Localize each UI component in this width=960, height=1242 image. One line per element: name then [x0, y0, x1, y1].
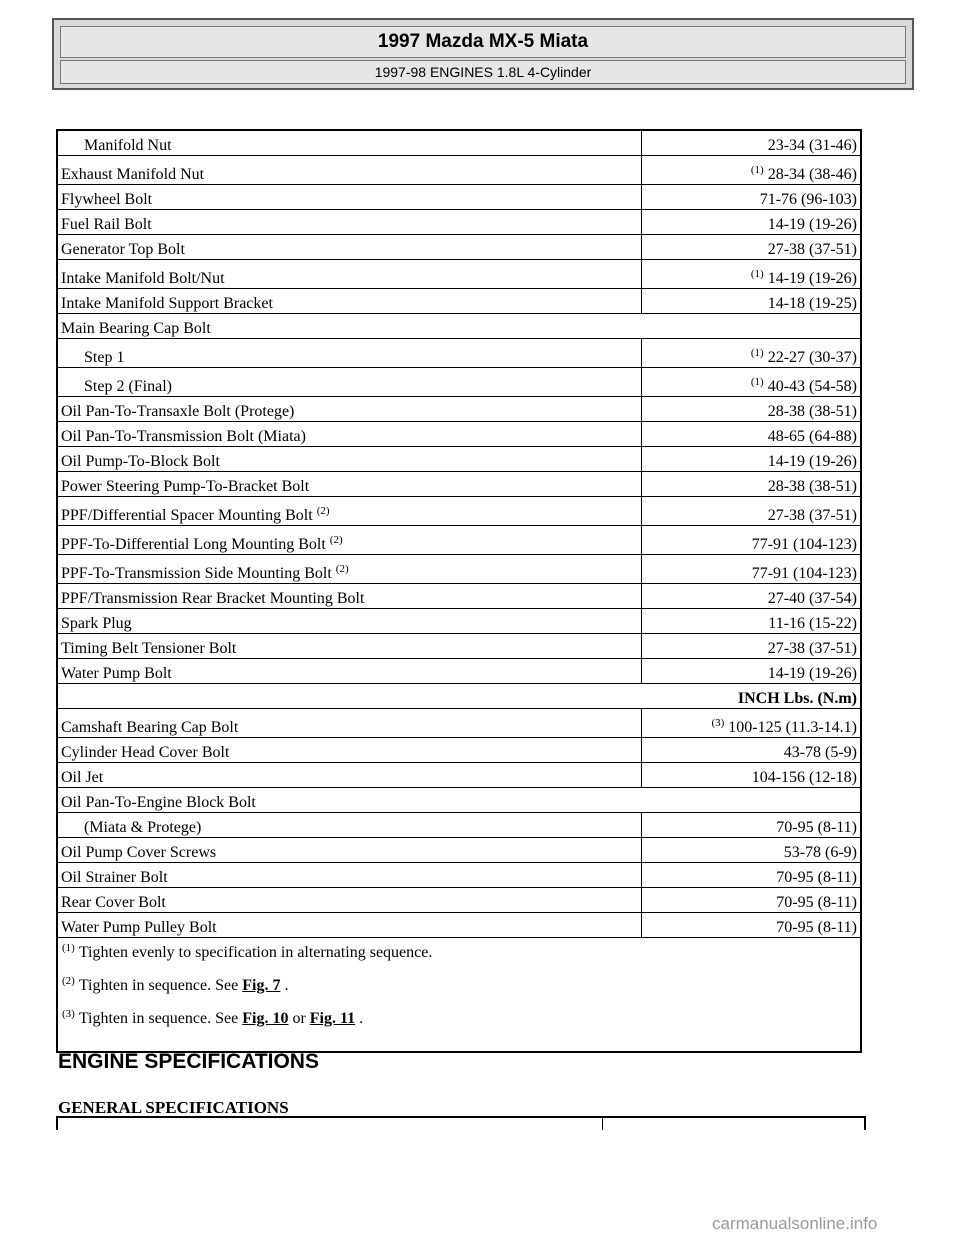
table-row — [57, 447, 861, 472]
component-label: PPF/Transmission Rear Bracket Mounting Bolt — [57, 584, 642, 609]
torque-value: 77-91 (104-123) — [642, 526, 862, 555]
torque-value: 28-38 (38-51) — [642, 472, 862, 497]
torque-value: 28-38 (38-51) — [642, 397, 862, 422]
table-row — [57, 289, 861, 314]
figure-link[interactable]: Fig. 7 — [242, 977, 281, 994]
table-row — [57, 368, 861, 397]
table-row — [57, 526, 861, 555]
table-row — [57, 185, 861, 210]
torque-value: 11-16 (15-22) — [642, 609, 862, 634]
component-label: PPF-To-Differential Long Mounting Bolt $^{(2)}$ — [57, 526, 642, 555]
footnote-marker: (2) — [335, 563, 349, 575]
group-label: Main Bearing Cap Bolt — [57, 314, 861, 339]
table-row — [57, 609, 861, 634]
component-label: PPF-To-Transmission Side Mounting Bolt $^{(2)}$ — [57, 555, 642, 584]
figure-link[interactable]: Fig. 10 — [242, 1010, 289, 1027]
torque-value: 70-95 (8-11) — [642, 888, 862, 913]
component-label: Oil Strainer Bolt — [57, 863, 642, 888]
component-label: Power Steering Pump-To-Bracket Bolt — [57, 472, 642, 497]
table-row — [57, 497, 861, 526]
component-label: Generator Top Bolt — [57, 235, 642, 260]
torque-value: 23-34 (31-46) — [642, 130, 862, 156]
torque-value: 70-95 (8-11) — [642, 813, 862, 838]
table-row — [57, 913, 861, 938]
torque-spec-table — [56, 129, 862, 1053]
component-label: Intake Manifold Support Bracket — [57, 289, 642, 314]
footnote: $^{(1)}$ Tighten evenly to specification in alternating sequence. — [62, 942, 433, 961]
table-row — [57, 235, 861, 260]
footnote: $^{(3)}$ Tighten in sequence. See Fig. 10 or Fig. 11 . — [62, 1008, 364, 1027]
torque-value: 14-19 (19-26) — [642, 447, 862, 472]
component-label: Oil Pump-To-Block Bolt — [57, 447, 642, 472]
unit-header: INCH Lbs. (N.m) — [57, 684, 861, 709]
document-subtitle: 1997-98 ENGINES 1.8L 4-Cylinder — [60, 60, 906, 84]
component-label: Water Pump Bolt — [57, 659, 642, 684]
general-specifications-heading: GENERAL SPECIFICATIONS — [58, 1098, 289, 1117]
engine-specifications-heading: ENGINE SPECIFICATIONS — [58, 1050, 319, 1073]
component-label: Manifold Nut — [57, 130, 642, 156]
table-row — [57, 863, 861, 888]
component-label: Spark Plug — [57, 609, 642, 634]
torque-value: 53-78 (6-9) — [642, 838, 862, 863]
table-row — [57, 788, 861, 813]
document-title: 1997 Mazda MX-5 Miata — [60, 26, 906, 58]
torque-value: 43-78 (5-9) — [642, 738, 862, 763]
component-label: Timing Belt Tensioner Bolt — [57, 634, 642, 659]
torque-value: $^{(1)}$ 14-19 (19-26) — [642, 260, 862, 289]
table-row — [57, 888, 861, 913]
table-row — [57, 314, 861, 339]
component-label: Exhaust Manifold Nut — [57, 156, 642, 185]
torque-value: 71-76 (96-103) — [642, 185, 862, 210]
torque-value: $^{(1)}$ 22-27 (30-37) — [642, 339, 862, 368]
component-label: Oil Pan-To-Transmission Bolt (Miata) — [57, 422, 642, 447]
torque-value: $^{(1)}$ 40-43 (54-58) — [642, 368, 862, 397]
torque-value: 14-18 (19-25) — [642, 289, 862, 314]
torque-value: 14-19 (19-26) — [642, 210, 862, 235]
footnote-marker: (1) — [750, 164, 764, 176]
table-row — [57, 472, 861, 497]
table-row — [57, 634, 861, 659]
table-row — [57, 813, 861, 838]
torque-value: 27-38 (37-51) — [642, 497, 862, 526]
torque-value: 70-95 (8-11) — [642, 913, 862, 938]
footnote-marker: (1) — [750, 268, 764, 280]
document-header-banner — [52, 18, 914, 90]
component-label: Flywheel Bolt — [57, 185, 642, 210]
table-row — [57, 659, 861, 684]
table-row — [57, 838, 861, 863]
table-row — [57, 339, 861, 368]
group-label: Oil Pan-To-Engine Block Bolt — [57, 788, 861, 813]
figure-link[interactable]: Fig. 11 — [309, 1010, 356, 1027]
general-specifications-table — [56, 1116, 866, 1130]
table-row — [57, 584, 861, 609]
table-row — [57, 738, 861, 763]
table-row — [57, 130, 861, 156]
table-row — [57, 397, 861, 422]
table-row — [57, 260, 861, 289]
torque-value: 77-91 (104-123) — [642, 555, 862, 584]
component-label: Step 2 (Final) — [57, 368, 642, 397]
torque-value: 70-95 (8-11) — [642, 863, 862, 888]
component-label: (Miata & Protege) — [57, 813, 642, 838]
footnote-marker: (2) — [316, 505, 330, 517]
torque-value: 104-156 (12-18) — [642, 763, 862, 788]
component-label: Cylinder Head Cover Bolt — [57, 738, 642, 763]
table-row — [57, 684, 861, 709]
watermark: carmanualsonline.info — [712, 1214, 878, 1233]
table-row — [57, 709, 861, 738]
component-label: Oil Pan-To-Transaxle Bolt (Protege) — [57, 397, 642, 422]
torque-value: 27-38 (37-51) — [642, 634, 862, 659]
torque-value: $^{(3)}$ 100-125 (11.3-14.1) — [642, 709, 862, 738]
torque-value: $^{(1)}$ 28-34 (38-46) — [642, 156, 862, 185]
torque-value: 48-65 (64-88) — [642, 422, 862, 447]
footnote: $^{(2)}$ Tighten in sequence. See Fig. 7 . — [62, 975, 289, 994]
component-label: Camshaft Bearing Cap Bolt — [57, 709, 642, 738]
component-label: PPF/Differential Spacer Mounting Bolt $^{(2)}$ — [57, 497, 642, 526]
component-label: Oil Jet — [57, 763, 642, 788]
footnote-marker: (1) — [750, 376, 764, 388]
component-label: Fuel Rail Bolt — [57, 210, 642, 235]
footnotes — [57, 938, 861, 1053]
torque-value: 27-38 (37-51) — [642, 235, 862, 260]
component-label: Water Pump Pulley Bolt — [57, 913, 642, 938]
component-label: Oil Pump Cover Screws — [57, 838, 642, 863]
footnotes-row — [57, 938, 861, 1053]
torque-value: 27-40 (37-54) — [642, 584, 862, 609]
component-label: Rear Cover Bolt — [57, 888, 642, 913]
table-row — [57, 210, 861, 235]
footnote-marker: (3) — [711, 717, 725, 729]
table-row — [57, 422, 861, 447]
component-label: Intake Manifold Bolt/Nut — [57, 260, 642, 289]
table-row — [57, 555, 861, 584]
table-row — [57, 763, 861, 788]
torque-value: 14-19 (19-26) — [642, 659, 862, 684]
table-row — [57, 156, 861, 185]
component-label: Step 1 — [57, 339, 642, 368]
footnote-marker: (1) — [750, 347, 764, 359]
footnote-marker: (2) — [329, 534, 343, 546]
